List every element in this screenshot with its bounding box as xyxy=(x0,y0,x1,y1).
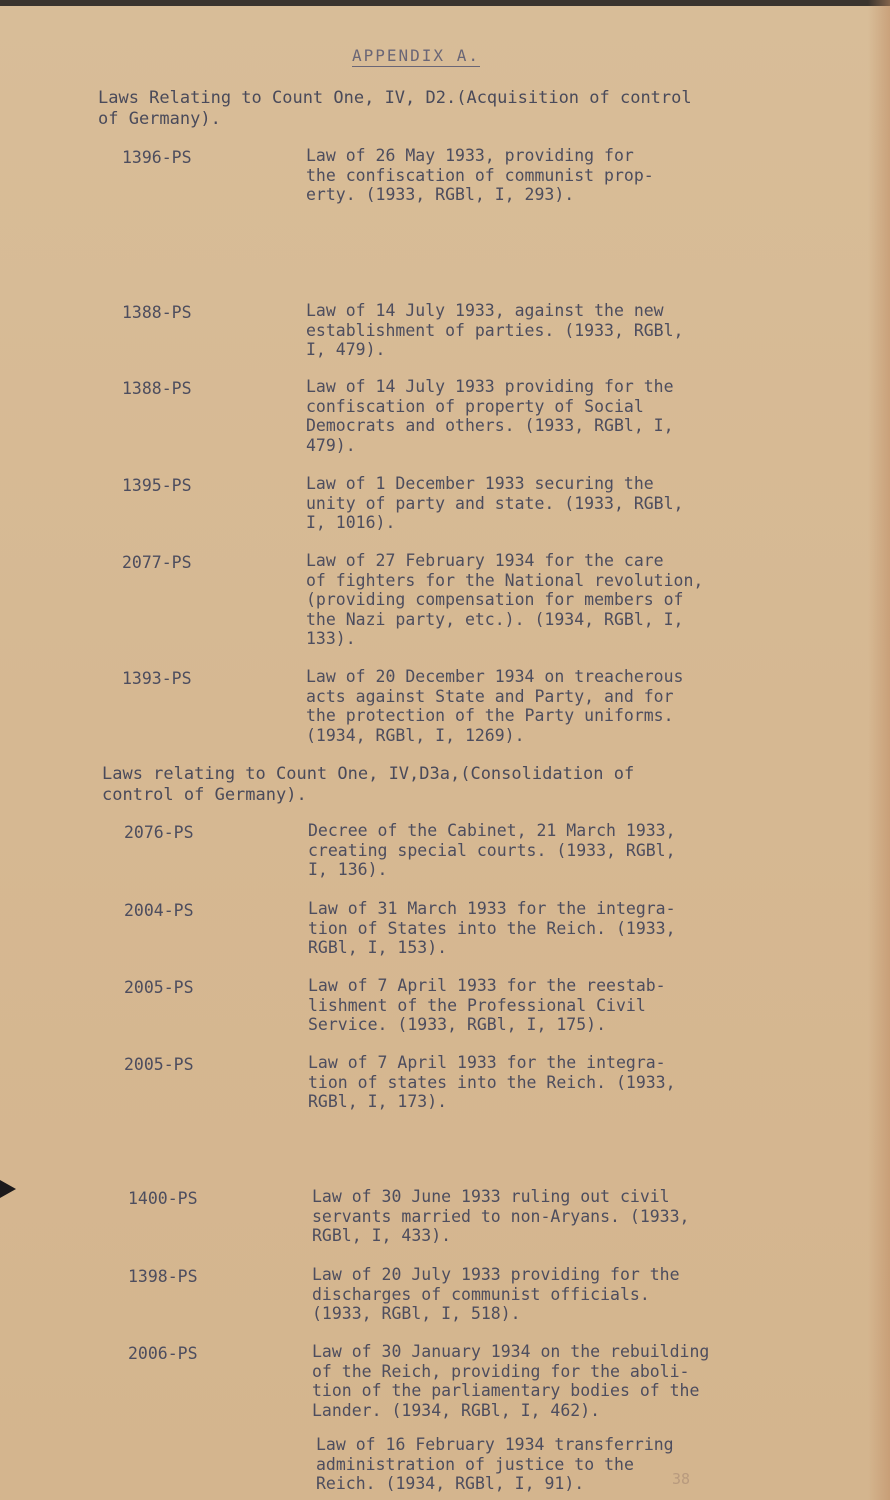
law-description: Law of 14 July 1933 providing for the confiscation of property of Social Democrats and others. (1933, RGBl, I, 479). xyxy=(306,377,674,455)
law-description: Law of 7 April 1933 for the integra- tion of states into the Reich. (1933, RGBl, I, 173). xyxy=(308,1053,676,1111)
law-description: Law of 16 February 1934 transferring administration of justice to the Reich. (1934, RGBl, I, 91). xyxy=(316,1435,674,1493)
document-code: 2006-PS xyxy=(128,1344,198,1363)
law-description: Decree of the Cabinet, 21 March 1933, creating special courts. (1933, RGBl, I, 136). xyxy=(308,821,676,879)
document-code: 1388-PS xyxy=(122,303,192,322)
law-description: Law of 1 December 1933 securing the unity of party and state. (1933, RGBl, I, 1016). xyxy=(306,474,684,532)
section-heading-d2: Laws Relating to Count One, IV, D2.(Acquisition of control of Germany). xyxy=(98,88,692,129)
document-code: 1400-PS xyxy=(128,1189,198,1208)
document-code: 2077-PS xyxy=(122,553,192,572)
right-edge-shadow xyxy=(868,0,890,1500)
left-margin-tick-mark xyxy=(0,1180,16,1198)
law-description: Law of 20 July 1933 providing for the discharges of communist officials. (1933, RGBl, I, 518). xyxy=(312,1265,680,1323)
law-description: Law of 26 May 1933, providing for the confiscation of communist prop- erty. (1933, RGBl, I, 293). xyxy=(306,146,654,204)
section-heading-d3a: Laws relating to Count One, IV,D3a,(Consolidation of control of Germany). xyxy=(102,764,635,805)
law-description: Law of 30 January 1934 on the rebuilding of the Reich, providing for the aboli- tion of the parliamentary bodies of the Lander. (1934, RGBl, I, 462). xyxy=(312,1342,710,1420)
document-code: 2005-PS xyxy=(124,978,194,997)
document-code: 2004-PS xyxy=(124,901,194,920)
law-description: Law of 20 December 1934 on treacherous acts against State and Party, and for the protection of the Party uniforms. (1934, RGBl, I, 1269). xyxy=(306,667,684,745)
document-code: 2076-PS xyxy=(124,823,194,842)
law-description: Law of 31 March 1933 for the integra- tion of States into the Reich. (1933, RGBl, I, 153). xyxy=(308,899,676,957)
law-description: Law of 27 February 1934 for the care of fighters for the National revolution, (providing compensation for members of the Nazi party, etc.). (1934, RGBl, I, 133). xyxy=(306,551,704,648)
law-description: Law of 14 July 1933, against the new establishment of parties. (1933, RGBl, I, 479). xyxy=(306,301,684,359)
document-code: 1395-PS xyxy=(122,476,192,495)
law-description: Law of 30 June 1933 ruling out civil servants married to non-Aryans. (1933, RGBl, I, 433). xyxy=(312,1187,690,1245)
page-number: 38 xyxy=(671,1470,690,1488)
document-code: 1388-PS xyxy=(122,379,192,398)
document-code: 1396-PS xyxy=(122,148,192,167)
document-code: 1398-PS xyxy=(128,1267,198,1286)
document-code: 2005-PS xyxy=(124,1055,194,1074)
document-code: 1393-PS xyxy=(122,669,192,688)
appendix-title: APPENDIX A. xyxy=(352,46,480,65)
top-edge xyxy=(0,0,890,6)
law-description: Law of 7 April 1933 for the reestab- lishment of the Professional Civil Service. (1933, RGBl, I, 175). xyxy=(308,976,666,1034)
